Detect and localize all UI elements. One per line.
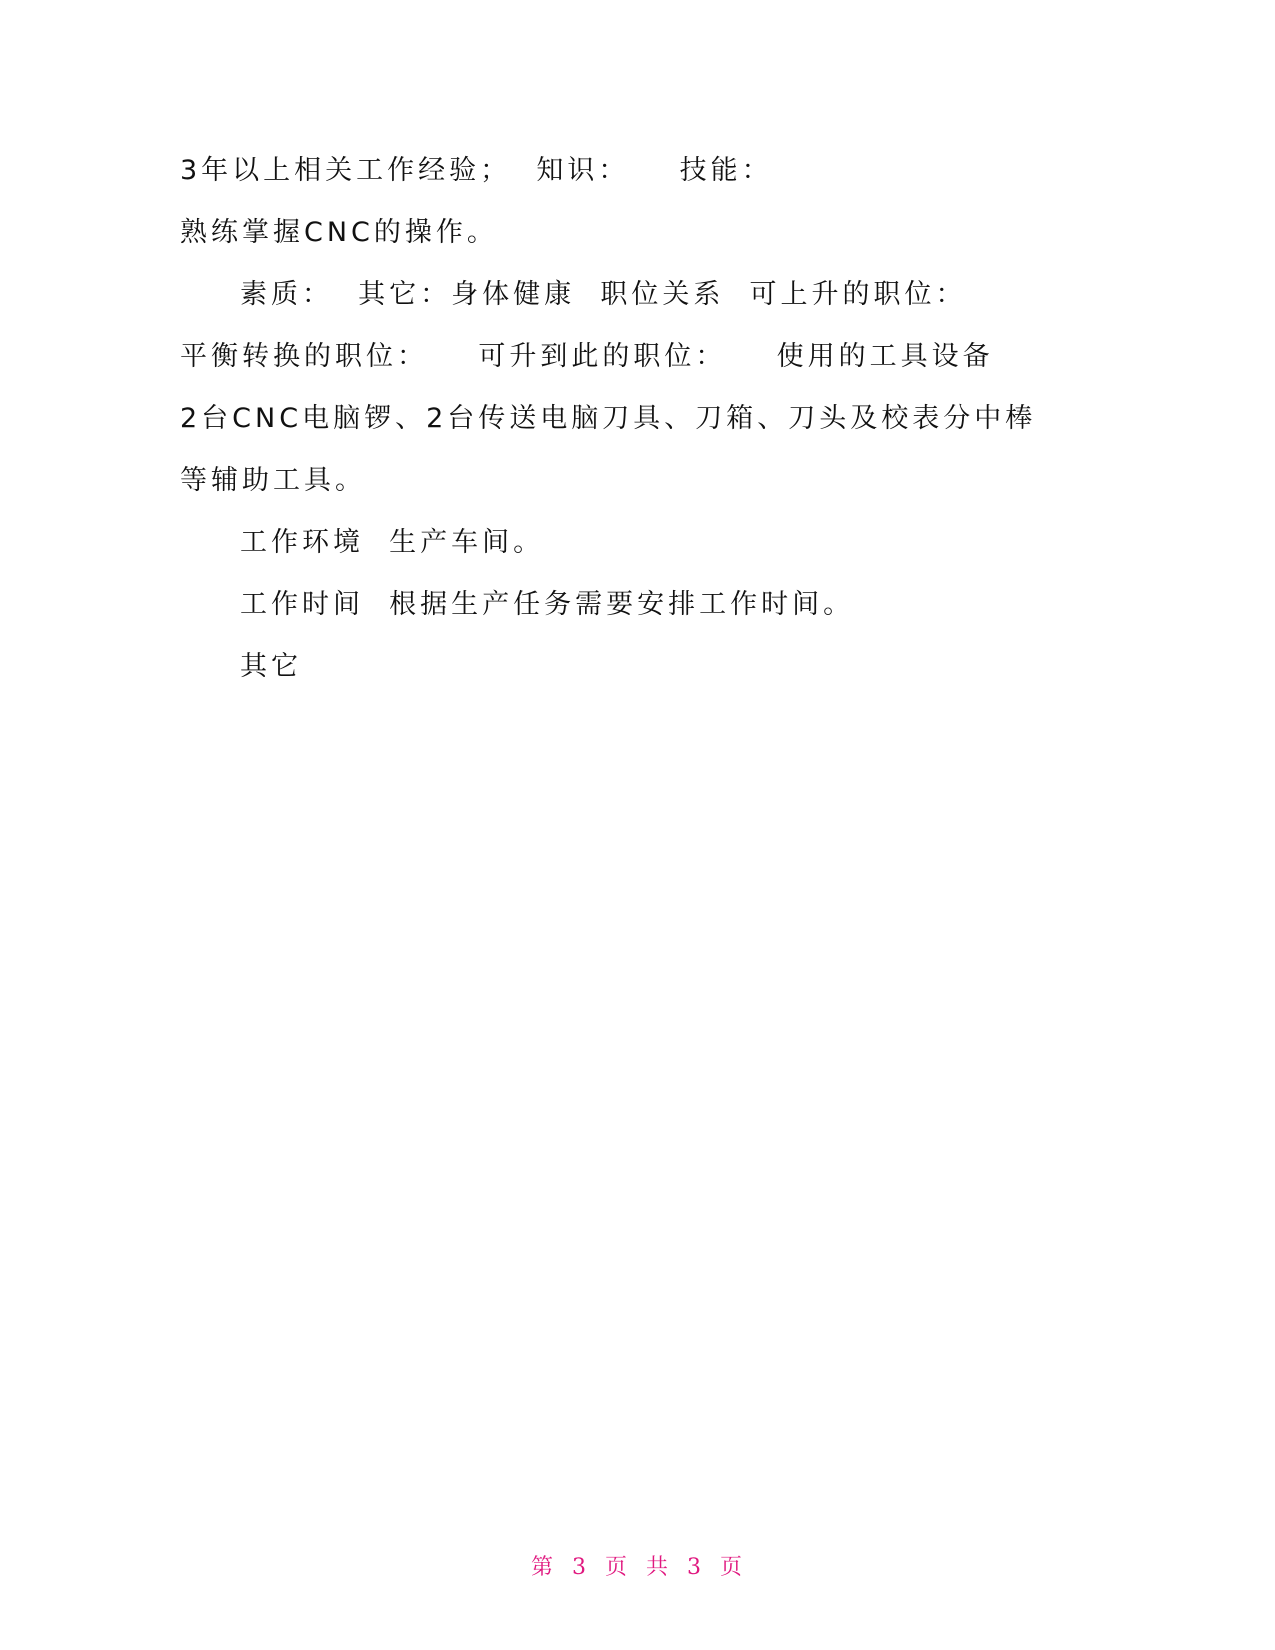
text-line-equipment: 2台CNC电脑锣、2台传送电脑刀具、刀箱、刀头及校表分中棒 xyxy=(180,403,1037,434)
text-line-work-hours: 工作时间 根据生产任务需要安排工作时间。 xyxy=(240,589,855,620)
text-line-experience: 3年以上相关工作经验； 知识： 技能： xyxy=(180,155,773,186)
text-line-other: 其它 xyxy=(240,651,302,682)
page-number-footer: 第 3 页 共 3 页 xyxy=(531,1555,744,1580)
text-line-positions: 平衡转换的职位： 可升到此的职位： 使用的工具设备 xyxy=(180,341,994,372)
text-line-environment: 工作环境 生产车间。 xyxy=(240,527,545,558)
text-line-qualities: 素质： 其它：身体健康 职位关系 可上升的职位： xyxy=(240,279,967,310)
text-line-skill: 熟练掌握CNC的操作。 xyxy=(180,217,498,248)
document-body xyxy=(180,140,1040,698)
text-line-equipment-cont: 等辅助工具。 xyxy=(180,465,366,496)
